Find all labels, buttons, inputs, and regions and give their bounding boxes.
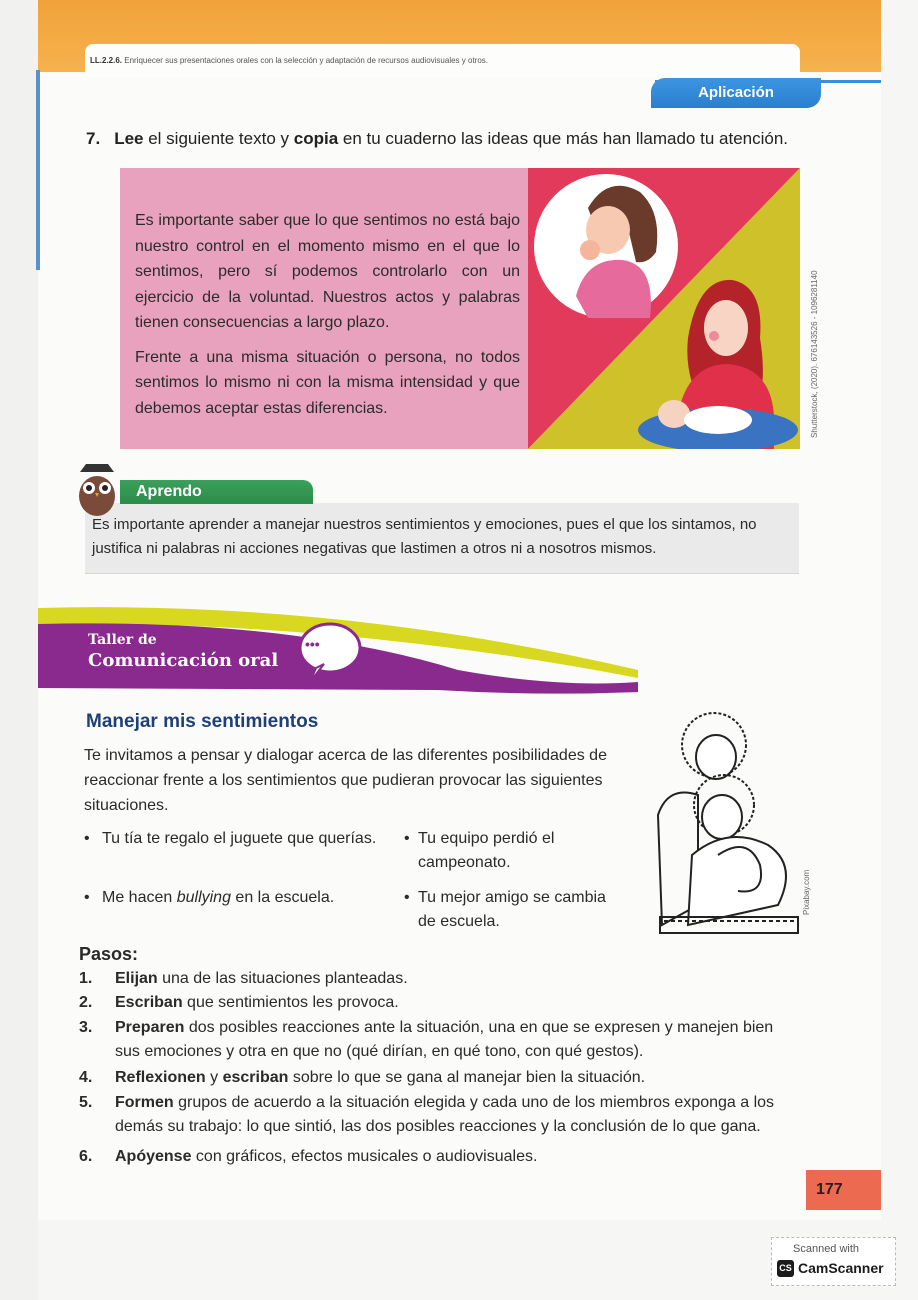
camscanner-logo-icon: CS bbox=[777, 1260, 794, 1277]
mother-cheek bbox=[709, 331, 719, 341]
situation-bullet-3: • Me hacen bullying en la escuela. bbox=[84, 889, 335, 906]
step-verb: Preparen bbox=[115, 1019, 185, 1036]
taller-label: Taller de bbox=[88, 632, 157, 648]
left-accent-bar bbox=[36, 70, 40, 270]
step-4 bbox=[79, 1066, 804, 1090]
step-2 bbox=[79, 991, 804, 1015]
step-number: 4. bbox=[79, 1069, 93, 1086]
step-3 bbox=[79, 1016, 804, 1064]
page-number: 177 bbox=[806, 1170, 881, 1210]
activity-number: 7. bbox=[86, 129, 101, 148]
step-text: que sentimientos les provoca. bbox=[182, 994, 399, 1011]
standard-text: Enriquecer sus presentaciones orales con la selección y adaptación de recursos audiovisuales y otros. bbox=[124, 56, 489, 65]
activity-7-instruction bbox=[86, 129, 788, 149]
bubble-dots: ••• bbox=[305, 636, 320, 652]
instr-part-1: el siguiente texto y bbox=[143, 129, 294, 148]
camscanner-name: CamScanner bbox=[798, 1260, 884, 1276]
step-verb: Formen bbox=[115, 1094, 174, 1111]
image-credit-pixabay: Pixabay.com bbox=[802, 869, 811, 915]
baby-body bbox=[684, 406, 752, 434]
aprendo-text: Es importante aprender a manejar nuestros sentimientos y emociones, pues el que los sintamos, no justifica ni palabras ni acciones negativas que lastimen a otros ni a nosotros mismos. bbox=[92, 516, 757, 557]
step-text: una de las situaciones planteadas. bbox=[157, 970, 408, 987]
step-number: 6. bbox=[79, 1148, 93, 1165]
situation-bullet-2: • Tu equipo perdió el campeonato. bbox=[404, 830, 555, 871]
bullet-text-post: en la escuela. bbox=[230, 889, 335, 906]
instr-part-2: copia bbox=[293, 129, 339, 148]
hugging-people-illustration bbox=[648, 705, 808, 940]
owl-mascot-icon bbox=[72, 462, 122, 518]
situation-bullet-4: • Tu mejor amigo se cambia de escuela. bbox=[404, 889, 606, 930]
aprendo-tab: Aprendo bbox=[120, 480, 313, 504]
step-6 bbox=[79, 1145, 804, 1169]
step-number: 3. bbox=[79, 1019, 93, 1036]
scanned-with-label: Scanned with bbox=[793, 1243, 860, 1255]
scan-left-margin bbox=[0, 0, 38, 1300]
taller-title: Comunicación oral bbox=[88, 650, 279, 671]
reading-paragraph-1: Es importante saber que lo que sentimos no está bajo nuestro control en el momento mismo en el que lo sentimos, pero sí podemos controlarlo con un ejercicio de la voluntad. Nuestros actos y palabras tienen consecuencias a largo plazo. bbox=[135, 212, 520, 331]
reading-paragraph-2: Frente a una misma situación o persona, no todos sentimos lo mismo ni con la misma intensidad y que debemos aceptar estas diferencias. bbox=[135, 348, 520, 417]
bullet-text-cont: campeonato. bbox=[418, 854, 511, 871]
pasos-title: Pasos: bbox=[79, 944, 139, 964]
step-verb: Reflexionen bbox=[115, 1069, 206, 1086]
step-connector: y bbox=[205, 1069, 223, 1086]
step-verb: Escriban bbox=[115, 994, 183, 1011]
step-number: 5. bbox=[79, 1094, 93, 1111]
step-text: sobre lo que se gana al manejar bien la situación. bbox=[288, 1069, 646, 1086]
bullet-text-cont: de escuela. bbox=[418, 913, 500, 930]
bullet-emphasis: bullying bbox=[176, 889, 231, 906]
image-credit-shutterstock: Shutterstock, (2020). 676143526 - 1096281140 bbox=[810, 270, 819, 438]
step-verb: Elijan bbox=[115, 970, 158, 987]
step-5 bbox=[79, 1091, 804, 1139]
standard-code: LL.2.2.6. bbox=[90, 56, 123, 65]
step-1 bbox=[79, 967, 804, 991]
section-tab-aplicacion: Aplicación bbox=[651, 78, 821, 108]
step-number: 2. bbox=[79, 994, 93, 1011]
bullet-text: Me hacen bbox=[102, 889, 177, 906]
girl-hands bbox=[580, 240, 600, 260]
step-number: 1. bbox=[79, 970, 93, 987]
step-text: con gráficos, efectos musicales o audiovisuales. bbox=[191, 1148, 538, 1165]
mother-face bbox=[704, 300, 748, 356]
bullet-text: Tu equipo perdió el bbox=[418, 830, 555, 847]
step-text: grupos de acuerdo a la situación elegida y cada uno de los miembros exponga a los demás su trabajo: lo que sintió, las dos posibles reacciones y la conclusión de lo que gana. bbox=[115, 1094, 775, 1135]
baby-head bbox=[658, 400, 690, 428]
section-intro: Te invitamos a pensar y dialogar acerca de las diferentes posibilidades de reaccionar frente a los sentimientos que pudieran provocar las siguientes situaciones. bbox=[84, 747, 607, 814]
step-verb-2: escriban bbox=[222, 1069, 289, 1086]
step-verb: Apóyense bbox=[115, 1148, 192, 1165]
step-text: dos posibles reacciones ante la situación, una en que se expresen y manejen bien sus emociones y otra en que no (qué dirían, en qué tono, con qué gestos). bbox=[115, 1019, 774, 1060]
curriculum-standard bbox=[90, 56, 488, 65]
instr-part-3: en tu cuaderno las ideas que más han llamado tu atención. bbox=[338, 129, 789, 148]
instr-part-0: Lee bbox=[114, 129, 144, 148]
bullet-text: Tu mejor amigo se cambia bbox=[418, 889, 606, 906]
section-title: Manejar mis sentimientos bbox=[86, 711, 319, 732]
reading-text bbox=[135, 208, 520, 430]
bullet-text: Tu tía te regalo el juguete que querías. bbox=[102, 830, 377, 847]
situation-bullet-1: • Tu tía te regalo el juguete que querías. bbox=[84, 830, 377, 847]
mother-baby-illustration bbox=[528, 168, 800, 449]
